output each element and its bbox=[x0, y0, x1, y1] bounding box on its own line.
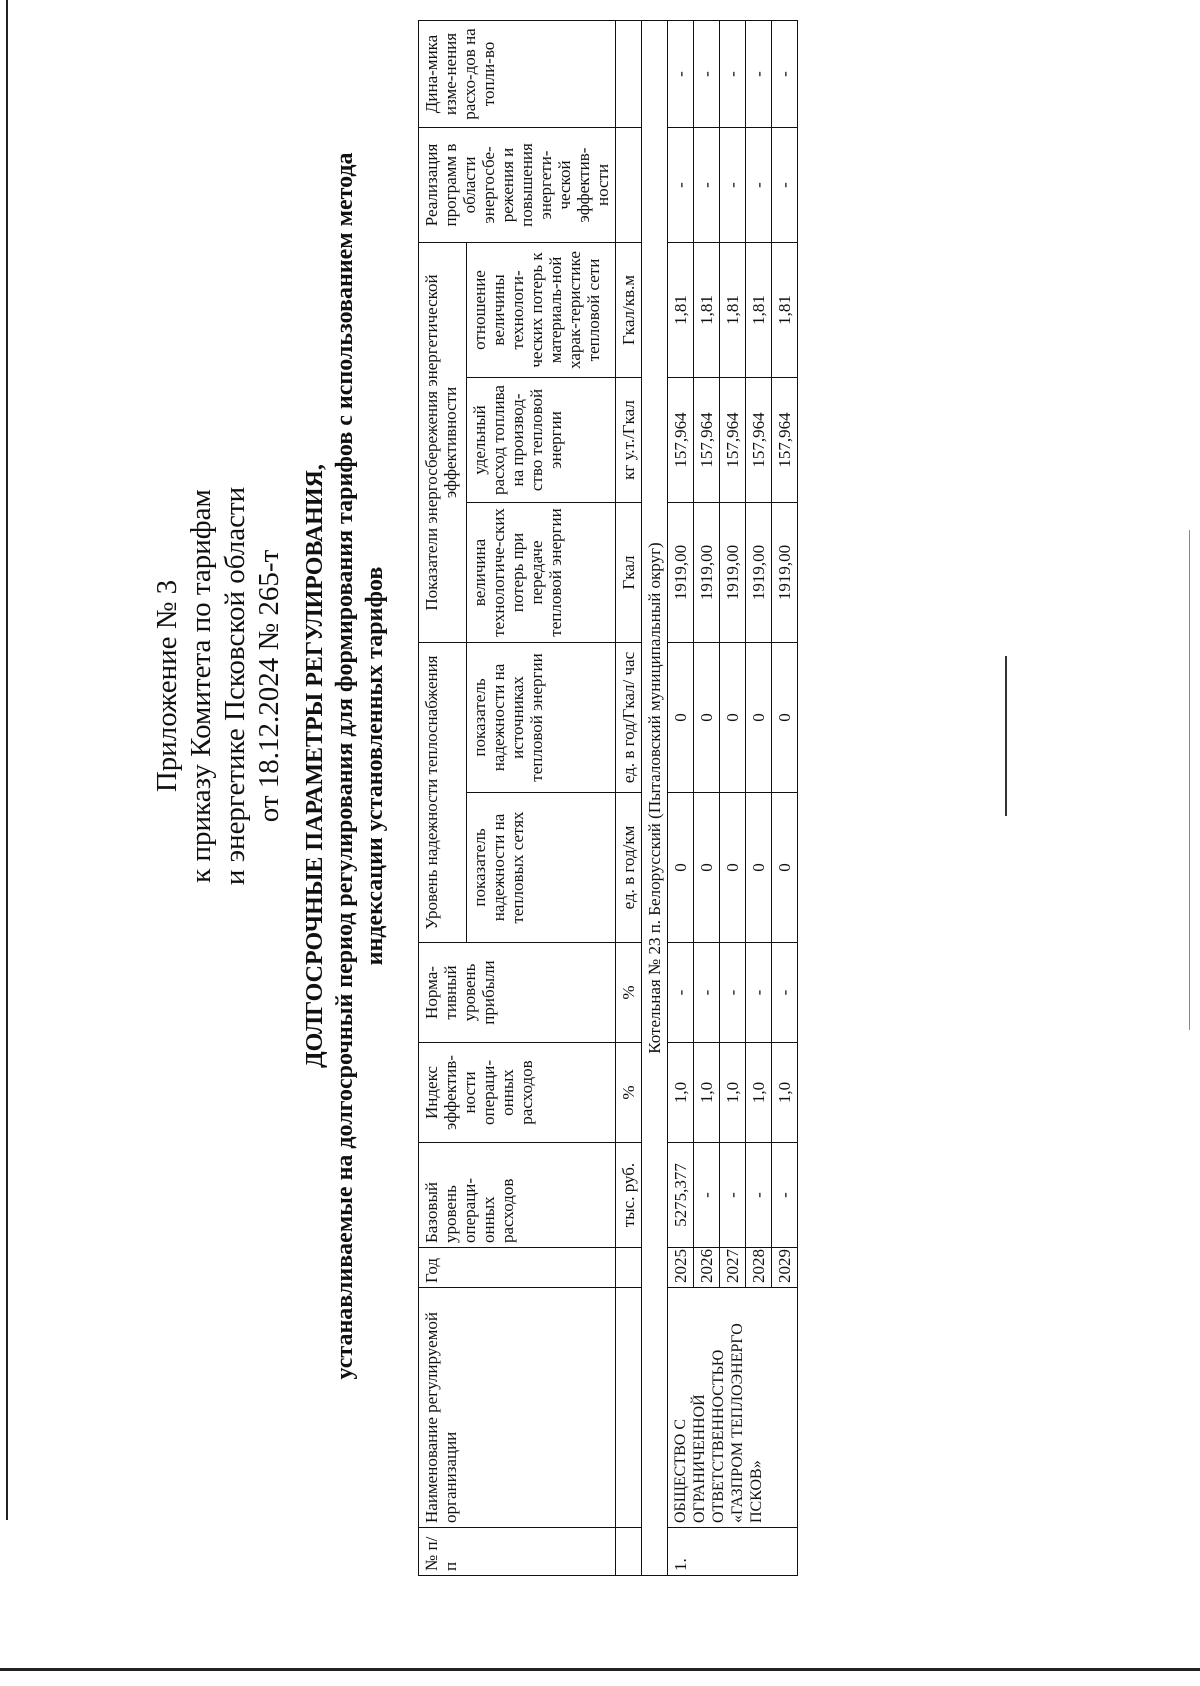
cell-fuel: 157,964 bbox=[720, 378, 746, 503]
header-reliability-sources: показатель надежности на источниках тепловой энергии bbox=[466, 643, 615, 793]
cell-programs: - bbox=[772, 127, 798, 242]
cell-losses: 1919,00 bbox=[668, 503, 694, 643]
title-line-2: устанавливаемые на долгосрочный период регулирования для формирования тарифов с использованием метода bbox=[332, 152, 358, 1380]
header-programs: Реализация программ в области энергосбе-режения и повышения энергети-ческой эффектив-ности bbox=[419, 127, 616, 242]
unit-base-level: тыс. руб. bbox=[616, 1143, 642, 1248]
cell-year: 2028 bbox=[746, 1248, 772, 1288]
cell-norm-profit: - bbox=[668, 943, 694, 1043]
header-losses: величина технологиче-ских потерь при передаче тепловой энергии bbox=[466, 503, 615, 643]
cell-losses: 1919,00 bbox=[720, 503, 746, 643]
units-cell-empty bbox=[616, 1288, 642, 1528]
cell-efficiency-index: 1,0 bbox=[668, 1043, 694, 1143]
cell-efficiency-index: 1,0 bbox=[772, 1043, 798, 1143]
units-cell-empty bbox=[616, 127, 642, 242]
cell-year: 2027 bbox=[720, 1248, 746, 1288]
header-norm-profit: Норма-тивный уровень прибыли bbox=[419, 943, 616, 1043]
cell-ratio: 1,81 bbox=[720, 242, 746, 377]
section-row bbox=[642, 20, 668, 1575]
cell-reliability-sources: 0 bbox=[694, 643, 720, 793]
document-title bbox=[300, 106, 390, 1426]
cell-losses: 1919,00 bbox=[772, 503, 798, 643]
cell-fuel-dynamics: - bbox=[746, 20, 772, 127]
section-title: Котельная № 23 п. Белорусский (Пыталовский муниципальный округ) bbox=[642, 20, 668, 1575]
appendix-committee: и энергетике Псковской области bbox=[219, 486, 251, 886]
cell-fuel-dynamics: - bbox=[694, 20, 720, 127]
header-org: Наименование регулируемой организации bbox=[419, 1288, 616, 1528]
cell-reliability-sources: 0 bbox=[720, 643, 746, 793]
cell-ratio: 1,81 bbox=[746, 242, 772, 377]
header-num: № п/п bbox=[419, 1528, 616, 1576]
cell-fuel-dynamics: - bbox=[668, 20, 694, 127]
header-energy-group: Показатели энергосбережения энергетической эффективности bbox=[419, 242, 467, 642]
cell-losses: 1919,00 bbox=[746, 503, 772, 643]
header-year: Год bbox=[419, 1248, 616, 1288]
cell-programs: - bbox=[720, 127, 746, 242]
appendix-block bbox=[150, 336, 286, 1036]
cell-reliability-networks: 0 bbox=[720, 793, 746, 943]
cell-efficiency-index: 1,0 bbox=[694, 1043, 720, 1143]
cell-reliability-networks: 0 bbox=[746, 793, 772, 943]
cell-efficiency-index: 1,0 bbox=[746, 1043, 772, 1143]
cell-programs: - bbox=[668, 127, 694, 242]
unit-losses: Гкал bbox=[616, 503, 642, 643]
cell-norm-profit: - bbox=[772, 943, 798, 1043]
cell-base-level: - bbox=[694, 1143, 720, 1248]
cell-reliability-sources: 0 bbox=[746, 643, 772, 793]
cell-norm-profit: - bbox=[746, 943, 772, 1043]
header-base-level: Базовый уровень операци-онных расходов bbox=[419, 1143, 616, 1248]
header-reliability-networks: показатель надежности на тепловых сетях bbox=[466, 793, 615, 943]
cell-ratio: 1,81 bbox=[694, 242, 720, 377]
scan-mark-line bbox=[1005, 656, 1007, 816]
cell-losses: 1919,00 bbox=[694, 503, 720, 643]
cell-base-level: - bbox=[772, 1143, 798, 1248]
unit-ratio: Гкал/кв.м bbox=[616, 242, 642, 377]
cell-year: 2025 bbox=[668, 1248, 694, 1288]
appendix-order-ref: к приказу Комитета по тарифам bbox=[185, 489, 217, 883]
cell-reliability-sources: 0 bbox=[668, 643, 694, 793]
cell-fuel-dynamics: - bbox=[720, 20, 746, 127]
cell-base-level: - bbox=[746, 1143, 772, 1248]
cell-fuel: 157,964 bbox=[694, 378, 720, 503]
cell-reliability-networks: 0 bbox=[694, 793, 720, 943]
cell-fuel: 157,964 bbox=[668, 378, 694, 503]
cell-year: 2026 bbox=[694, 1248, 720, 1288]
cell-fuel-dynamics: - bbox=[772, 20, 798, 127]
cell-base-level: 5275,377 bbox=[668, 1143, 694, 1248]
title-line-1: ДОЛГОСРОЧНЫЕ ПАРАМЕТРЫ РЕГУЛИРОВАНИЯ, bbox=[302, 464, 328, 1068]
cell-ratio: 1,81 bbox=[772, 242, 798, 377]
org-name: ОБЩЕСТВО С ОГРАНИЧЕННОЙ ОТВЕТСТВЕННОСТЬЮ «ГАЗПРОМ ТЕПЛОЭНЕРГО ПСКОВ» bbox=[668, 1288, 798, 1528]
cell-reliability-networks: 0 bbox=[668, 793, 694, 943]
unit-reliability-networks: ед. в год/км bbox=[616, 793, 642, 943]
title-line-3: индексации установленных тарифов bbox=[362, 566, 388, 966]
header-fuel-dynamics: Дина-мика изме-нения расхо-дов на топли-во bbox=[419, 20, 616, 127]
header-fuel: удельный расход топлива на производ-ство тепловой энергии bbox=[466, 378, 615, 503]
cell-programs: - bbox=[694, 127, 720, 242]
cell-ratio: 1,81 bbox=[668, 242, 694, 377]
units-row bbox=[616, 20, 642, 1575]
cell-reliability-sources: 0 bbox=[772, 643, 798, 793]
cell-norm-profit: - bbox=[694, 943, 720, 1043]
cell-year: 2029 bbox=[772, 1248, 798, 1288]
appendix-date: от 18.12.2024 № 265-т bbox=[253, 549, 285, 823]
units-cell-empty bbox=[616, 1528, 642, 1576]
units-cell-empty bbox=[616, 1248, 642, 1288]
cell-norm-profit: - bbox=[720, 943, 746, 1043]
unit-norm-profit: % bbox=[616, 943, 642, 1043]
unit-fuel: кг у.т./Гкал bbox=[616, 378, 642, 503]
header-efficiency-index: Индекс эффектив-ности операци-онных расходов bbox=[419, 1043, 616, 1143]
org-number: 1. bbox=[668, 1528, 798, 1576]
header-reliability-group: Уровень надежности теплоснабжения bbox=[419, 643, 467, 943]
cell-programs: - bbox=[746, 127, 772, 242]
cell-fuel: 157,964 bbox=[746, 378, 772, 503]
cell-base-level: - bbox=[720, 1143, 746, 1248]
cell-fuel: 157,964 bbox=[772, 378, 798, 503]
header-ratio: отношение величины технологи-ческих потерь к материаль-ной харак-теристике тепловой сети bbox=[466, 242, 615, 377]
cell-efficiency-index: 1,0 bbox=[720, 1043, 746, 1143]
header-row-1 bbox=[419, 20, 467, 1575]
table-row bbox=[668, 20, 694, 1575]
unit-reliability-sources: ед. в год/Гкал/ час bbox=[616, 643, 642, 793]
unit-efficiency-index: % bbox=[616, 1043, 642, 1143]
appendix-number: Приложение № 3 bbox=[151, 579, 183, 793]
cell-reliability-networks: 0 bbox=[772, 793, 798, 943]
units-cell-empty bbox=[616, 20, 642, 127]
parameters-table bbox=[418, 20, 798, 1576]
